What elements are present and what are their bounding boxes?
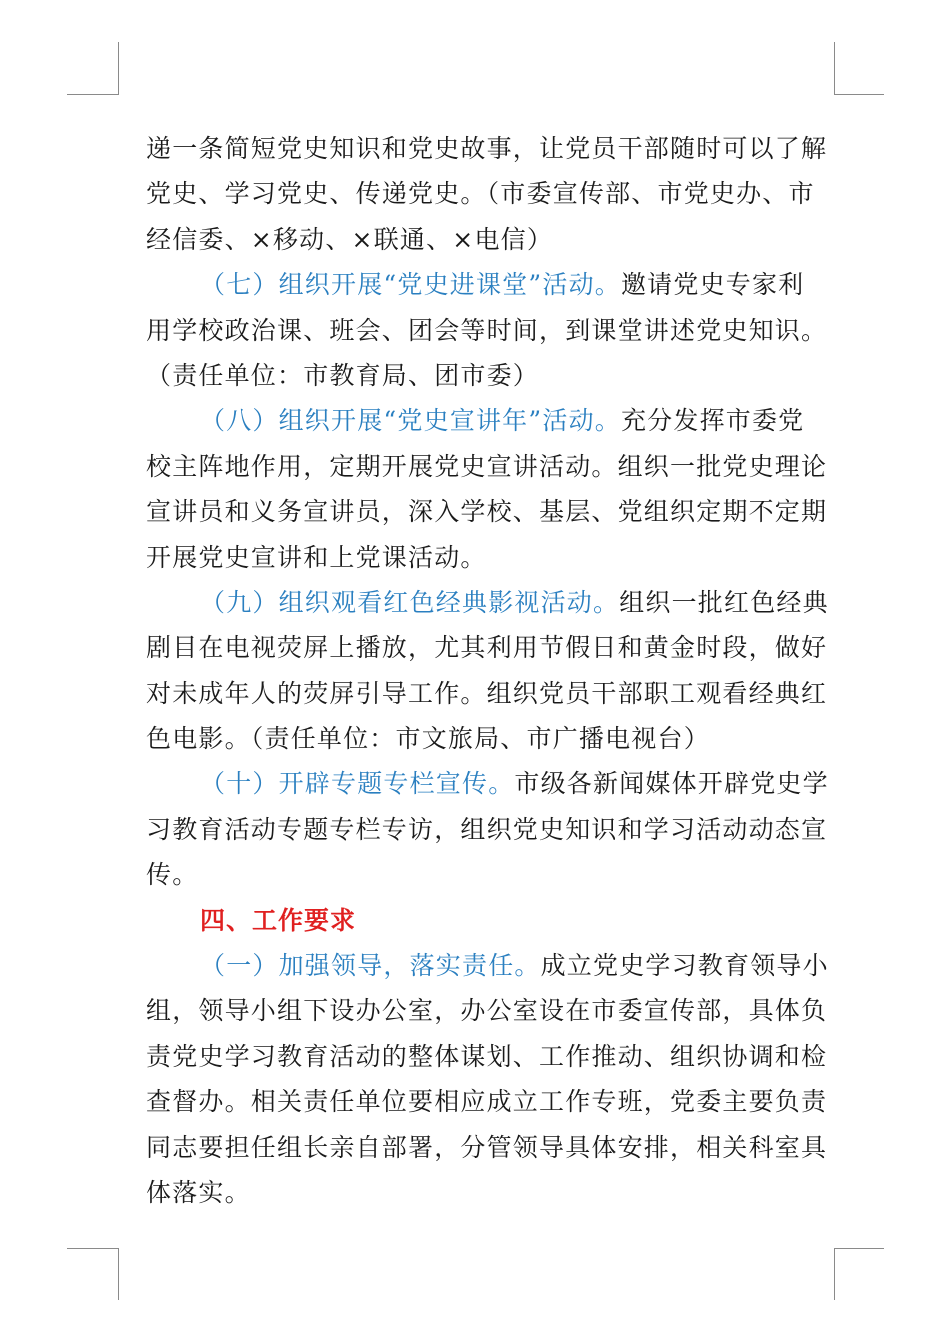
body-text: 剧目在电视荧屏上播放，尤其利用节假日和黄金时段，做好 xyxy=(146,633,828,663)
body-text: 校主阵地作用，定期开展党史宣讲活动。组织一批党史理论 xyxy=(146,451,828,481)
text-line xyxy=(146,898,810,943)
body-text: 宣讲员和义务宣讲员，深入学校、基层、党组织定期不定期 xyxy=(146,497,828,527)
paragraph xyxy=(146,761,829,897)
crop-mark-bottom-left-v xyxy=(118,1248,119,1300)
section-heading xyxy=(146,898,810,943)
body-text: 对未成年人的荧屏引导工作。组织党员干部职工观看经典红 xyxy=(146,678,828,708)
crop-mark-top-right-h xyxy=(834,94,884,95)
text-line xyxy=(146,1125,828,1170)
text-line xyxy=(146,1034,828,1079)
subheading-text: （十）开辟专题专栏宣传。 xyxy=(200,769,515,799)
text-line xyxy=(146,852,810,897)
subheading-text: （九）组织观看红色经典影视活动。 xyxy=(200,587,620,617)
text-line xyxy=(146,262,810,307)
text-line xyxy=(146,535,810,580)
text-line xyxy=(146,1170,810,1215)
body-text: 成立党史学习教育领导小 xyxy=(540,951,829,981)
subheading-text: （八）组织开展“党史宣讲年”活动。 xyxy=(200,406,621,436)
text-line xyxy=(146,1079,828,1124)
body-text: 经信委、×移动、×联通、×电信） xyxy=(146,224,554,254)
crop-mark-top-left-v xyxy=(118,42,119,95)
text-line xyxy=(146,489,828,534)
text-line xyxy=(146,807,828,852)
body-text: 组织一批红色经典 xyxy=(619,587,829,617)
body-text: 邀请党史专家利 xyxy=(620,270,805,300)
crop-mark-bottom-left-h xyxy=(67,1248,118,1249)
text-line xyxy=(146,716,810,761)
body-text: 传。 xyxy=(146,860,199,890)
crop-mark-top-left-h xyxy=(67,94,118,95)
paragraph xyxy=(146,398,828,580)
text-line xyxy=(146,761,829,806)
text-line xyxy=(146,126,828,171)
text-line xyxy=(146,580,829,625)
crop-mark-top-right-v xyxy=(834,42,835,95)
paragraph xyxy=(146,126,828,262)
body-text: 递一条简短党史知识和党史故事，让党员干部随时可以了解 xyxy=(146,134,828,163)
text-line xyxy=(146,398,810,443)
text-line xyxy=(146,171,815,216)
paragraph xyxy=(146,580,829,762)
subheading-text: （一）加强领导，落实责任。 xyxy=(200,951,541,981)
subheading-text: （七）组织开展“党史进课堂”活动。 xyxy=(200,270,621,300)
body-text: 用学校政治课、班会、团会等时间，到课堂讲述党史知识。 xyxy=(146,315,828,345)
text-line xyxy=(146,217,810,262)
text-line xyxy=(146,671,828,716)
paragraph xyxy=(146,943,829,1215)
body-text: 组，领导小组下设办公室，办公室设在市委宣传部，具体负 xyxy=(146,996,828,1026)
text-line xyxy=(146,353,810,398)
body-text: 党史、学习党史、传递党史。（市委宣传部、市党史办、市 xyxy=(146,179,815,209)
document-body xyxy=(146,126,829,1215)
body-text: （责任单位：市教育局、团市委） xyxy=(146,360,540,390)
body-text: 查督办。相关责任单位要相应成立工作专班，党委主要负责 xyxy=(146,1087,828,1117)
text-line xyxy=(146,308,828,353)
body-text: 同志要担任组长亲自部署，分管领导具体安排，相关科室具 xyxy=(146,1132,828,1162)
crop-mark-bottom-right-v xyxy=(834,1248,835,1300)
body-text: 充分发挥市委党 xyxy=(620,406,805,436)
body-text: 体落实。 xyxy=(146,1177,251,1207)
body-text: 习教育活动专题专栏专访，组织党史知识和学习活动动态宣 xyxy=(146,814,828,844)
body-text: 市级各新闻媒体开辟党史学 xyxy=(514,769,829,799)
heading-text: 四、工作要求 xyxy=(200,905,357,935)
text-line xyxy=(146,943,829,988)
body-text: 责党史学习教育活动的整体谋划、工作推动、组织协调和检 xyxy=(146,1041,828,1071)
body-text: 色电影。（责任单位：市文旅局、市广播电视台） xyxy=(146,724,710,754)
paragraph xyxy=(146,262,828,398)
text-line xyxy=(146,444,828,489)
text-line xyxy=(146,988,828,1033)
text-line xyxy=(146,625,828,670)
body-text: 开展党史宣讲和上党课活动。 xyxy=(146,542,487,572)
crop-mark-bottom-right-h xyxy=(834,1248,884,1249)
